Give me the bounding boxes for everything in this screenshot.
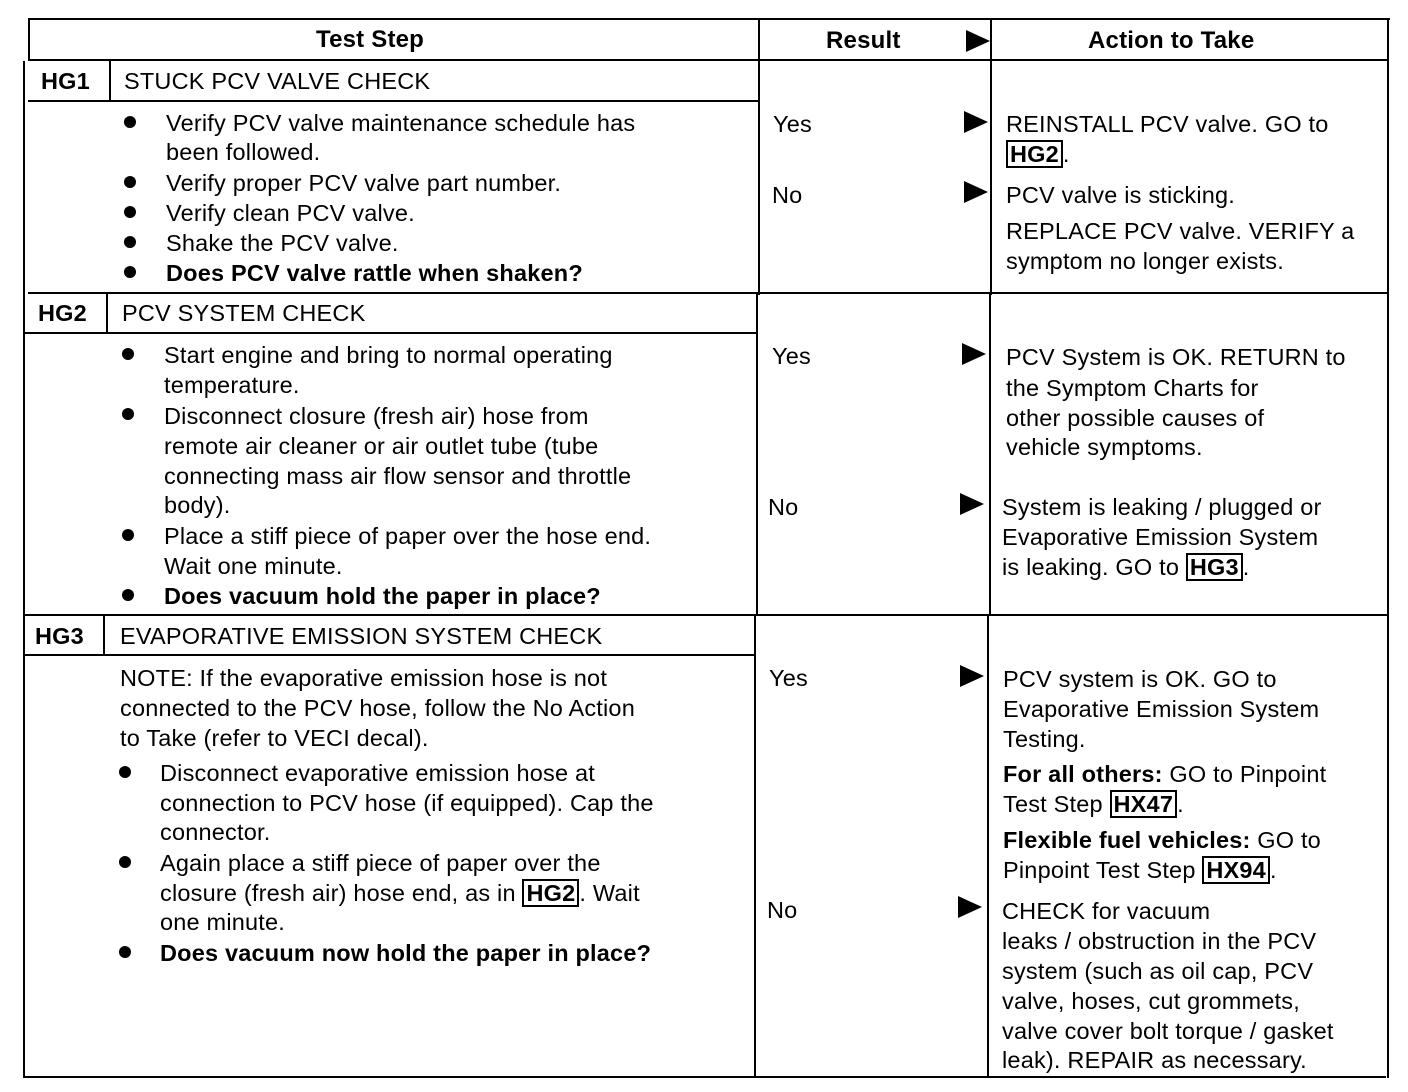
action-text-part: Test Step [1003, 791, 1103, 817]
arrow-right-icon [964, 111, 988, 133]
bullet-icon [119, 766, 131, 778]
step-title: STUCK PCV VALVE CHECK [124, 68, 431, 94]
step-question: Does PCV valve rattle when shaken? [166, 260, 583, 286]
action-text: REINSTALL PCV valve. GO to [1006, 111, 1329, 137]
step-reference: HG2 [1006, 140, 1063, 168]
step-reference: HX94 [1202, 856, 1270, 884]
bullet-icon [119, 856, 131, 868]
bullet-icon [124, 176, 136, 188]
action-text: valve cover bolt torque / gasket [1002, 1018, 1334, 1044]
step-bullet: Place a stiff piece of paper over the hose end. [164, 523, 652, 549]
step-title: PCV SYSTEM CHECK [122, 300, 366, 326]
step-bullet: Verify proper PCV valve part number. [166, 170, 562, 196]
step-bullet: Disconnect evaporative emission hose at [160, 760, 595, 786]
row-divider [24, 614, 1389, 616]
bullet-icon [122, 408, 134, 420]
step-note: connected to the PCV hose, follow the No Action [120, 695, 635, 721]
bullet-icon [119, 946, 131, 958]
action-text [1003, 825, 1321, 855]
header-test-step: Test Step [316, 26, 425, 53]
step-id-divider [103, 616, 105, 655]
result-no: No [768, 494, 799, 520]
step-bullet: temperature. [164, 372, 300, 398]
table-border-right [1387, 18, 1389, 1078]
action-text-part: GO to [1250, 827, 1321, 853]
arrow-right-icon [964, 181, 988, 203]
step-bullet-part: closure (fresh air) hose end, as in [160, 880, 516, 906]
action-text-part: is leaking. GO to [1002, 554, 1180, 580]
bullet-icon [122, 589, 134, 601]
result-no: No [767, 897, 798, 923]
bullet-icon [124, 116, 136, 128]
step-bullet: body). [164, 492, 231, 518]
step-id: HG2 [38, 300, 87, 326]
step-bullet: Start engine and bring to normal operating [164, 342, 613, 368]
table-border-bottom [23, 1076, 1386, 1078]
action-text [1002, 552, 1250, 582]
step-bullet: been followed. [166, 139, 321, 165]
step-bullet: Shake the PCV valve. [166, 230, 399, 256]
step-id-divider [109, 61, 111, 101]
step-bullet: Again place a stiff piece of paper over the [160, 850, 601, 876]
result-no: No [772, 182, 803, 208]
step-title-divider [25, 654, 754, 656]
action-label: For all others: [1003, 761, 1163, 787]
bullet-icon [124, 206, 136, 218]
action-text: System is leaking / plugged or [1002, 494, 1322, 520]
action-text [1003, 789, 1184, 819]
step-bullet: remote air cleaner or air outlet tube (tube [164, 433, 599, 459]
action-text: CHECK for vacuum [1002, 898, 1211, 924]
column-divider [756, 293, 758, 616]
step-title-divider [28, 100, 758, 102]
step-title: EVAPORATIVE EMISSION SYSTEM CHECK [120, 623, 603, 649]
action-text: PCV System is OK. RETURN to [1006, 344, 1346, 370]
step-bullet: one minute. [160, 909, 286, 935]
step-note: NOTE: If the evaporative emission hose is not [120, 665, 608, 691]
action-text: the Symptom Charts for [1006, 375, 1259, 401]
arrow-right-icon [958, 896, 982, 918]
bullet-icon [122, 348, 134, 360]
column-divider [758, 18, 760, 295]
step-id-divider [106, 294, 108, 333]
step-bullet: Disconnect closure (fresh air) hose from [164, 403, 589, 429]
column-divider [754, 614, 756, 1078]
action-text: leaks / obstruction in the PCV [1002, 928, 1317, 954]
step-id: HG1 [41, 68, 90, 94]
header-action: Action to Take [1088, 27, 1255, 54]
step-bullet: Verify clean PCV valve. [166, 200, 415, 226]
arrow-right-icon [962, 343, 986, 365]
result-yes: Yes [769, 665, 808, 691]
step-bullet: connection to PCV hose (if equipped). Cap the [160, 790, 654, 816]
punctuation: . [1062, 141, 1070, 167]
step-note: to Take (refer to VECI decal). [120, 725, 429, 751]
action-text: vehicle symptoms. [1006, 434, 1203, 460]
step-reference: HX47 [1110, 790, 1178, 818]
step-reference: HG3 [1186, 553, 1243, 581]
action-text: other possible causes of [1006, 405, 1265, 431]
column-divider [987, 614, 989, 1078]
action-text-part: Pinpoint Test Step [1003, 857, 1196, 883]
action-text: symptom no longer exists. [1006, 248, 1284, 274]
action-text: Evaporative Emission System [1002, 524, 1319, 550]
punctuation: . [1177, 791, 1184, 817]
action-text: system (such as oil cap, PCV [1002, 958, 1314, 984]
step-reference: HG2 [522, 879, 579, 907]
header-divider [28, 59, 1389, 61]
action-text [1003, 855, 1277, 885]
column-divider [990, 18, 992, 295]
action-text [1006, 139, 1070, 169]
step-bullet: Wait one minute. [164, 553, 343, 579]
bullet-icon [124, 236, 136, 248]
step-bullet: connecting mass air flow sensor and throttle [164, 463, 632, 489]
arrow-right-icon [960, 665, 984, 687]
action-text: Evaporative Emission System [1003, 696, 1320, 722]
step-bullet: Verify PCV valve maintenance schedule has [166, 110, 636, 136]
step-question: Does vacuum now hold the paper in place? [160, 940, 652, 966]
result-yes: Yes [773, 111, 812, 137]
arrow-right-icon [960, 493, 984, 515]
arrow-right-icon [966, 30, 990, 52]
result-yes: Yes [772, 343, 811, 369]
step-question: Does vacuum hold the paper in place? [164, 583, 601, 609]
table-border-left [28, 18, 30, 61]
action-text: Testing. [1003, 726, 1086, 752]
step-bullet-part: . Wait [579, 880, 640, 906]
action-text: REPLACE PCV valve. VERIFY a [1006, 218, 1355, 244]
action-text [1003, 759, 1326, 789]
row-divider [28, 292, 1389, 294]
step-bullet: connector. [160, 819, 271, 845]
table-border-left [23, 61, 25, 1078]
action-text: PCV system is OK. GO to [1003, 666, 1277, 692]
action-text: leak). REPAIR as necessary. [1002, 1047, 1307, 1073]
step-id: HG3 [35, 623, 84, 649]
action-text-part: GO to Pinpoint [1162, 761, 1327, 787]
bullet-icon [122, 529, 134, 541]
step-bullet [160, 878, 640, 908]
step-title-divider [25, 332, 756, 334]
table-border-top [28, 18, 1390, 20]
action-label: Flexible fuel vehicles: [1003, 827, 1251, 853]
column-divider [989, 293, 991, 616]
punctuation: . [1242, 554, 1250, 580]
action-text: PCV valve is sticking. [1006, 182, 1236, 208]
header-result: Result [826, 27, 901, 54]
bullet-icon [124, 266, 136, 278]
action-text: valve, hoses, cut grommets, [1002, 988, 1300, 1014]
punctuation: . [1269, 857, 1277, 883]
